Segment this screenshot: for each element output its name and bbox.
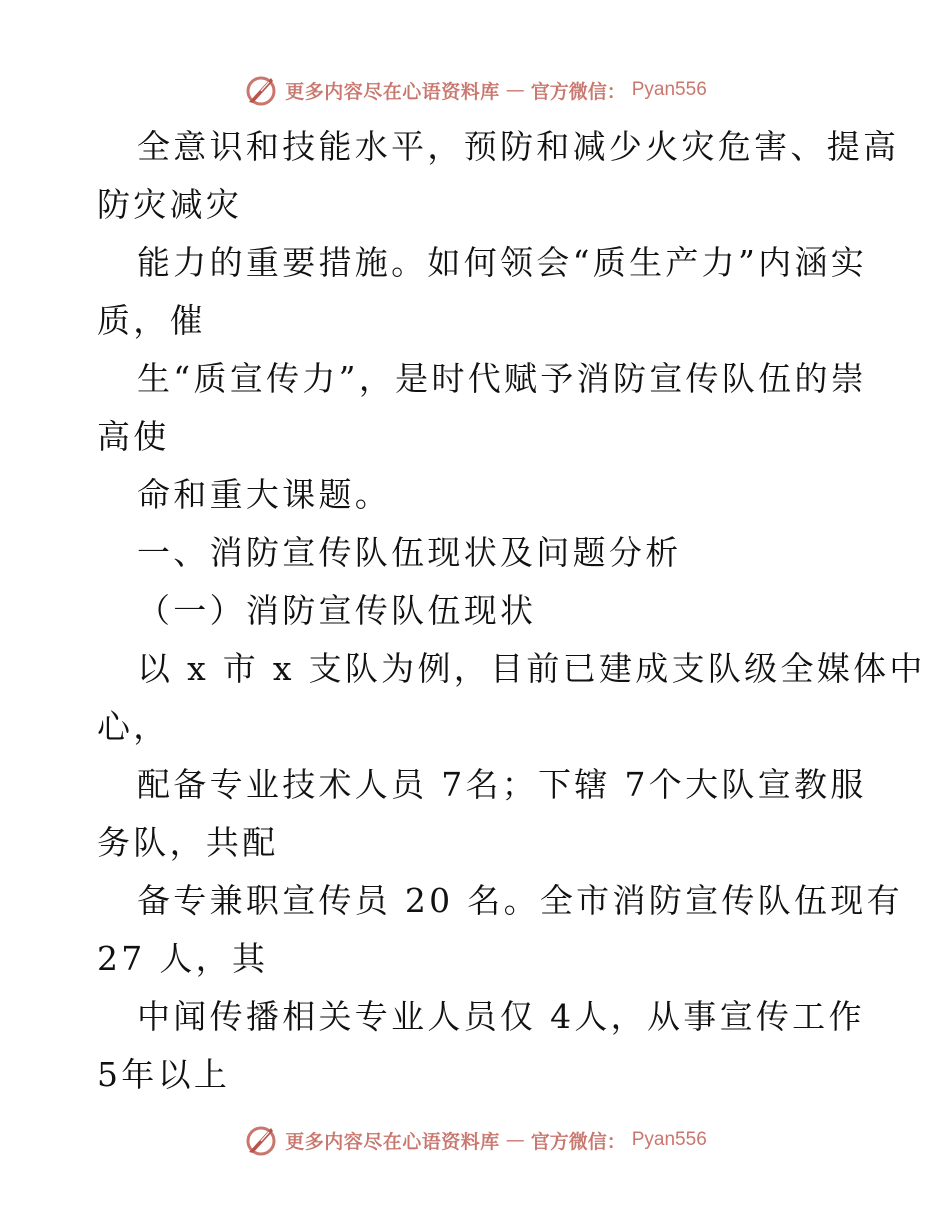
text-line: 心， (97, 707, 170, 746)
watermark-wechat-label: 官方微信： (530, 1130, 626, 1153)
watermark-text: 更多内容尽在心语资料库 (285, 80, 500, 103)
text-line: 命和重大课题。 (137, 475, 392, 514)
text-line: 备专兼职宣传员 20 名。全市消防宣传队伍现有 (137, 881, 903, 920)
text-line: 一、消防宣传队伍现状及问题分析 (137, 533, 682, 572)
text-line: 务队，共配 (97, 823, 279, 862)
text-line: 生“质宣传力”，是时代赋予消防宣传队伍的崇 (137, 359, 868, 398)
text-line: 能力的重要措施。如何领会“质生产力”内涵实 (137, 243, 868, 282)
text-line: 全意识和技能水平，预防和减少火灾危害、提高 (137, 127, 900, 166)
text-line: （一）消防宣传队伍现状 (137, 591, 537, 630)
watermark-wechat-id: Pyan556 (631, 79, 707, 100)
text-line: 防灾减灾 (97, 185, 243, 224)
watermark-banner-top (0, 70, 950, 110)
watermark-wechat-label: 官方微信： (530, 80, 626, 103)
text-line: 配备专业技术人员 7名；下辖 7个大队宣教服 (137, 765, 867, 804)
feather-pen-logo-icon (243, 1122, 279, 1158)
watermark-banner-bottom (0, 1120, 950, 1160)
text-line: 5年以上 (97, 1055, 231, 1094)
feather-pen-logo-icon (243, 72, 279, 108)
text-line: 27 人，其 (97, 939, 269, 978)
watermark-dash: — (505, 1129, 525, 1151)
text-line: 质，催 (97, 301, 206, 340)
text-line: 中闻传播相关专业人员仅 4人，从事宣传工作 (137, 997, 865, 1036)
watermark-wechat-id: Pyan556 (631, 1129, 707, 1150)
text-line: 高使 (97, 417, 170, 456)
body-text (97, 118, 926, 1104)
watermark-text: 更多内容尽在心语资料库 (285, 1130, 500, 1153)
text-line: 以 x 市 x 支队为例，目前已建成支队级全媒体中 (137, 649, 926, 688)
watermark-dash: — (505, 79, 525, 101)
